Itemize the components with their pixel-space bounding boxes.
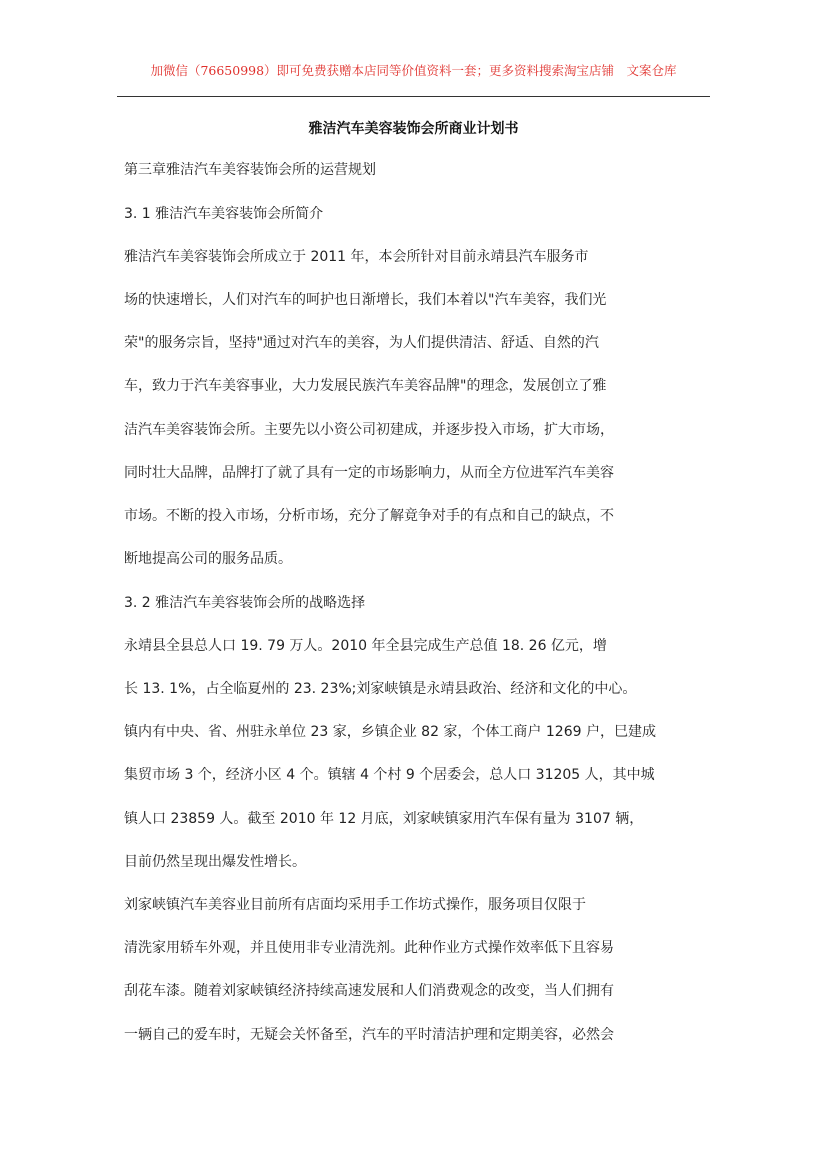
paragraph-line: 刮花车漆。随着刘家峡镇经济持续高速发展和人们消费观念的改变，当人们拥有 <box>124 983 614 999</box>
section-heading: 3. 2 雅洁汽车美容装饰会所的战略选择 <box>124 595 366 611</box>
paragraph-line: 洁汽车美容装饰会所。主要先以小资公司初建成，并逐步投入市场，扩大市场， <box>124 422 614 438</box>
paragraph-line: 市场。不断的投入市场，分析市场，充分了解竟争对手的有点和自己的缺点，不 <box>124 508 614 524</box>
paragraph-line: 集贸市场 3 个，经济小区 4 个。镇辖 4 个村 9 个居委会，总人口 31205 人，其中城 <box>124 767 655 783</box>
chapter-heading: 第三章雅洁汽车美容装饰会所的运营规划 <box>124 162 376 178</box>
paragraph-line: 永靖县全县总人口 19. 79 万人。2010 年全县完成生产总值 18. 26 亿元，增 <box>124 638 607 654</box>
paragraph-line: 镇内有中央、省、州驻永单位 23 家，乡镇企业 82 家，个体工商户 1269 户，巳建成 <box>124 724 656 740</box>
promo-header-note: 加微信（76650998）即可免费获赠本店同等价值资料一套；更多资料搜索淘宝店铺 文案仓库 <box>150 63 677 78</box>
paragraph-line: 雅洁汽车美容装饰会所成立于 2011 年，本会所针对目前永靖县汽车服务市 <box>124 249 589 265</box>
paragraph-line: 同时壮大品牌，品牌打了就了具有一定的市场影响力，从而全方位进军汽车美容 <box>124 465 614 481</box>
paragraph-line: 一辆自己的爱车时，无疑会关怀备至，汽车的平时清洁护理和定期美容，必然会 <box>124 1027 614 1043</box>
paragraph-line: 长 13. 1%，占全临夏州的 23. 23%;刘家峡镇是永靖县政治、经济和文化的中心。 <box>124 681 637 697</box>
header-divider <box>117 96 710 97</box>
paragraph-line: 刘家峡镇汽车美容业目前所有店面均采用手工作坊式操作，服务项目仅限于 <box>124 897 586 913</box>
section-heading: 3. 1 雅洁汽车美容装饰会所简介 <box>124 206 324 222</box>
paragraph-line: 镇人口 23859 人。截至 2010 年 12 月底，刘家峡镇家用汽车保有量为 3107 辆， <box>124 811 644 827</box>
paragraph-line: 车，致力于汽车美容事业，大力发展民族汽车美容品牌"的理念，发展创立了雅 <box>124 378 607 394</box>
paragraph-line: 断地提高公司的服务品质。 <box>124 551 292 567</box>
paragraph-line: 荣"的服务宗旨，坚持"通过对汽车的美容，为人们提供清洁、舒适、自然的汽 <box>124 335 599 351</box>
paragraph-line: 场的快速增长，人们对汽车的呵护也日渐增长，我们本着以"汽车美容，我们光 <box>124 292 607 308</box>
paragraph-line: 清洗家用轿车外观，并且使用非专业清洗剂。此种作业方式操作效率低下且容易 <box>124 940 614 956</box>
document-title: 雅洁汽车美容装饰会所商业计划书 <box>308 121 519 137</box>
paragraph-line: 目前仍然呈现出爆发性增长。 <box>124 854 306 870</box>
